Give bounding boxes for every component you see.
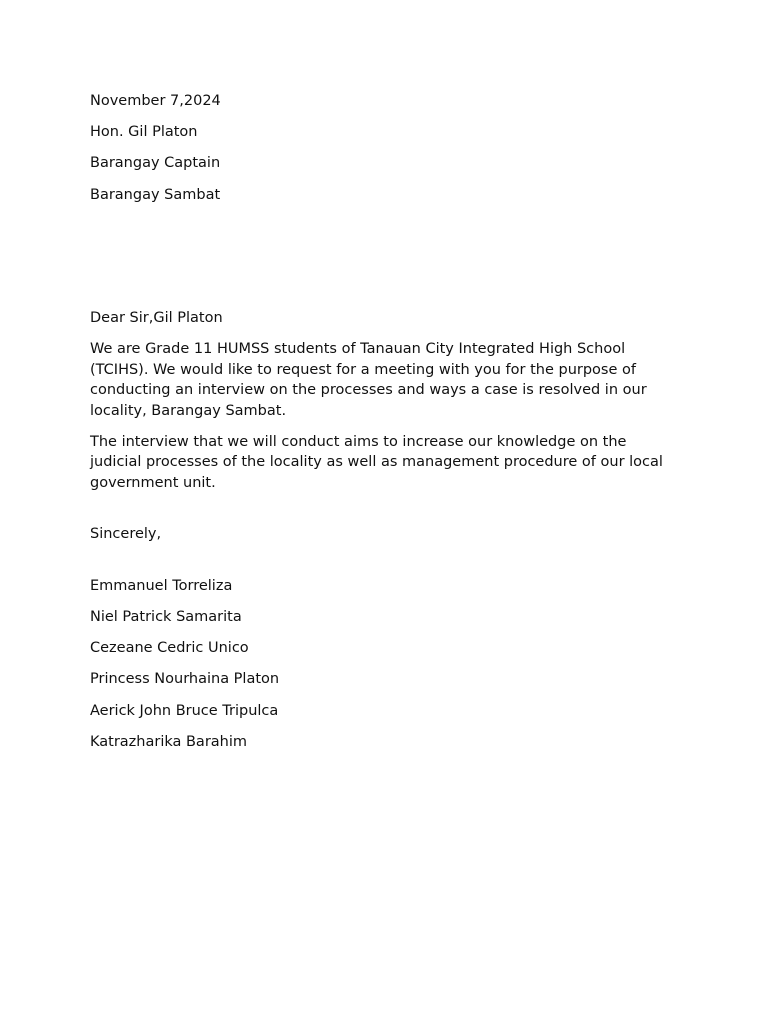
signer-name: Katrazharika Barahim (90, 733, 248, 750)
signer-name: Aerick John Bruce Tripulca (90, 702, 279, 719)
closing: Sincerely, (90, 526, 162, 543)
signer-name: Cezeane Cedric Unico (90, 640, 249, 657)
letter-date: November 7,2024 (90, 93, 221, 109)
recipient-title: Barangay Captain (90, 155, 221, 172)
signer-list (90, 576, 680, 752)
recipient-location: Barangay Sambat (90, 186, 221, 203)
signer-name: Niel Patrick Samarita (90, 608, 242, 625)
signer-name: Princess Nourhaina Platon (90, 671, 280, 688)
body-paragraph: We are Grade 11 HUMSS students of Tanauan City Integrated High School (TCIHS). We would like to request for a meeting with you for the purpose of conducting an interview on the processes and ways a case is resolved in our locality, Barangay Sambat. (90, 341, 647, 419)
letter-document (90, 91, 680, 763)
salutation: Dear Sir,Gil Platon (90, 310, 223, 327)
recipient-name: Hon. Gil Platon (90, 124, 198, 141)
body-paragraph: The interview that we will conduct aims to increase our knowledge on the judicial processes of the locality as well as management procedure of our local government unit. (90, 433, 663, 491)
signer-name: Emmanuel Torreliza (90, 577, 233, 594)
